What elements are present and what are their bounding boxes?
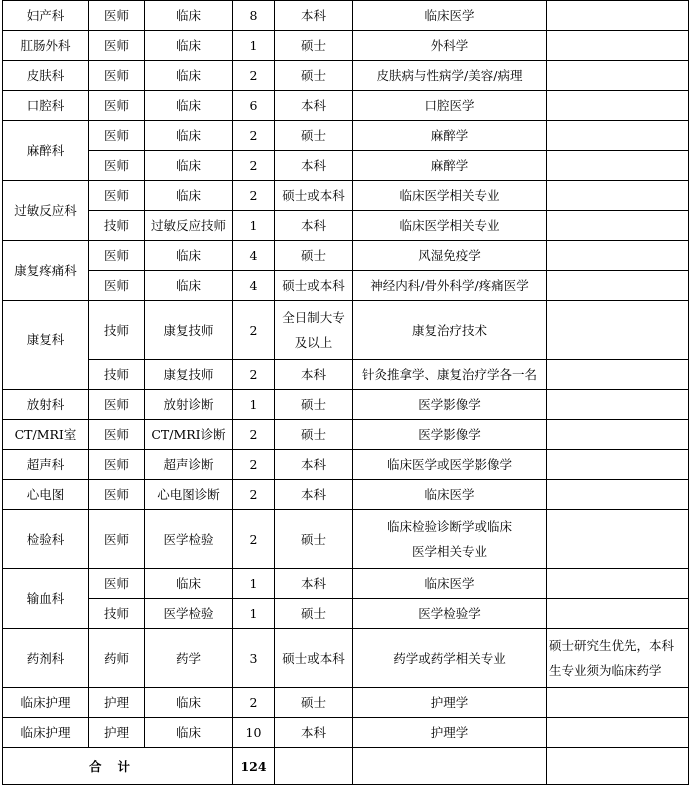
major-cell: 医学影像学: [353, 420, 547, 450]
dept-cell: 麻醉科: [3, 121, 89, 181]
table-row: [3, 91, 689, 121]
table-row: [3, 271, 689, 301]
dept-cell: 检验科: [3, 510, 89, 569]
position-cell: 临床: [145, 718, 233, 748]
note-cell: [547, 450, 689, 480]
table-row: [3, 569, 689, 599]
education-cell: 硕士: [275, 31, 353, 61]
table-row: [3, 629, 689, 688]
count-cell: 2: [233, 450, 275, 480]
type-cell: 药师: [89, 629, 145, 688]
position-cell: 康复技师: [145, 360, 233, 390]
count-cell: 2: [233, 121, 275, 151]
count-cell: 2: [233, 420, 275, 450]
type-cell: 技师: [89, 599, 145, 629]
dept-cell: 输血科: [3, 569, 89, 629]
education-cell: 本科: [275, 151, 353, 181]
education-cell: 本科: [275, 450, 353, 480]
education-cell: 本科: [275, 91, 353, 121]
count-cell: 10: [233, 718, 275, 748]
type-cell: 医师: [89, 121, 145, 151]
education-cell: 本科: [275, 569, 353, 599]
table-row: [3, 420, 689, 450]
count-cell: 4: [233, 271, 275, 301]
type-cell: 医师: [89, 480, 145, 510]
dept-cell: 康复疼痛科: [3, 241, 89, 301]
note-cell: [547, 91, 689, 121]
note-cell: 硕士研究生优先，本科生专业须为临床药学: [547, 629, 689, 688]
dept-cell: 肛肠外科: [3, 31, 89, 61]
position-cell: 临床: [145, 271, 233, 301]
position-cell: 心电图诊断: [145, 480, 233, 510]
education-cell: 本科: [275, 1, 353, 31]
table-row: [3, 480, 689, 510]
position-cell: 临床: [145, 241, 233, 271]
count-cell: 1: [233, 569, 275, 599]
major-cell: 临床医学相关专业: [353, 181, 547, 211]
note-cell: [547, 61, 689, 91]
position-cell: 临床: [145, 181, 233, 211]
position-cell: 临床: [145, 91, 233, 121]
type-cell: 医师: [89, 450, 145, 480]
major-cell: 麻醉学: [353, 121, 547, 151]
note-cell: [547, 569, 689, 599]
dept-cell: 超声科: [3, 450, 89, 480]
education-cell: 硕士: [275, 61, 353, 91]
major-cell: 医学检验学: [353, 599, 547, 629]
table-row: [3, 718, 689, 748]
major-cell: 医学影像学: [353, 390, 547, 420]
major-cell: 护理学: [353, 718, 547, 748]
note-cell: [547, 31, 689, 61]
education-cell: 全日制大专及以上: [275, 301, 353, 360]
education-cell: 硕士或本科: [275, 271, 353, 301]
note-cell: [547, 480, 689, 510]
table-row: [3, 360, 689, 390]
table-row: [3, 301, 689, 360]
table-row: [3, 241, 689, 271]
table-row: [3, 31, 689, 61]
count-cell: 1: [233, 390, 275, 420]
note-cell: [547, 211, 689, 241]
total-value: 124: [233, 748, 275, 785]
type-cell: 医师: [89, 569, 145, 599]
type-cell: 医师: [89, 181, 145, 211]
education-cell: 硕士: [275, 241, 353, 271]
major-cell: 临床医学相关专业: [353, 211, 547, 241]
major-cell: 风湿免疫学: [353, 241, 547, 271]
position-cell: 康复技师: [145, 301, 233, 360]
position-cell: 临床: [145, 61, 233, 91]
position-cell: CT/MRI诊断: [145, 420, 233, 450]
major-cell: 口腔医学: [353, 91, 547, 121]
note-cell: [547, 271, 689, 301]
note-cell: [547, 301, 689, 360]
education-cell: 硕士: [275, 688, 353, 718]
dept-cell: 妇产科: [3, 1, 89, 31]
major-cell: 麻醉学: [353, 151, 547, 181]
type-cell: 医师: [89, 61, 145, 91]
count-cell: 2: [233, 480, 275, 510]
education-cell: 硕士或本科: [275, 629, 353, 688]
type-cell: 医师: [89, 241, 145, 271]
dept-cell: 临床护理: [3, 718, 89, 748]
position-cell: 临床: [145, 121, 233, 151]
empty-cell: [275, 748, 353, 785]
total-label: 合计: [3, 748, 233, 785]
note-cell: [547, 181, 689, 211]
type-cell: 医师: [89, 271, 145, 301]
note-cell: [547, 121, 689, 151]
dept-cell: CT/MRI室: [3, 420, 89, 450]
note-cell: [547, 1, 689, 31]
type-cell: 护理: [89, 688, 145, 718]
count-cell: 2: [233, 688, 275, 718]
empty-cell: [353, 748, 547, 785]
dept-cell: 放射科: [3, 390, 89, 420]
education-cell: 本科: [275, 211, 353, 241]
major-cell: 外科学: [353, 31, 547, 61]
major-cell: 神经内科/骨外科学/疼痛医学: [353, 271, 547, 301]
education-cell: 本科: [275, 360, 353, 390]
education-cell: 硕士: [275, 420, 353, 450]
position-cell: 临床: [145, 151, 233, 181]
dept-cell: 临床护理: [3, 688, 89, 718]
dept-cell: 皮肤科: [3, 61, 89, 91]
dept-cell: 口腔科: [3, 91, 89, 121]
note-cell: [547, 420, 689, 450]
type-cell: 医师: [89, 151, 145, 181]
dept-cell: 康复科: [3, 301, 89, 390]
education-cell: 硕士: [275, 121, 353, 151]
count-cell: 2: [233, 61, 275, 91]
major-cell: 临床医学或医学影像学: [353, 450, 547, 480]
education-cell: 本科: [275, 480, 353, 510]
note-cell: [547, 688, 689, 718]
table-row: [3, 510, 689, 569]
count-cell: 2: [233, 151, 275, 181]
type-cell: 医师: [89, 390, 145, 420]
position-cell: 药学: [145, 629, 233, 688]
position-cell: 放射诊断: [145, 390, 233, 420]
major-cell: 临床医学: [353, 480, 547, 510]
position-cell: 过敏反应技师: [145, 211, 233, 241]
recruitment-table: [2, 0, 689, 785]
type-cell: 技师: [89, 360, 145, 390]
table-row: [3, 121, 689, 151]
position-cell: 医学检验: [145, 599, 233, 629]
note-cell: [547, 241, 689, 271]
type-cell: 技师: [89, 301, 145, 360]
table-row: [3, 61, 689, 91]
note-cell: [547, 599, 689, 629]
count-cell: 1: [233, 599, 275, 629]
count-cell: 4: [233, 241, 275, 271]
education-cell: 本科: [275, 718, 353, 748]
count-cell: 2: [233, 360, 275, 390]
dept-cell: 过敏反应科: [3, 181, 89, 241]
position-cell: 超声诊断: [145, 450, 233, 480]
note-cell: [547, 360, 689, 390]
count-cell: 1: [233, 211, 275, 241]
type-cell: 医师: [89, 31, 145, 61]
major-cell: 临床检验诊断学或临床医学相关专业: [353, 510, 547, 569]
type-cell: 医师: [89, 1, 145, 31]
major-cell: 临床医学: [353, 569, 547, 599]
position-cell: 医学检验: [145, 510, 233, 569]
education-cell: 硕士: [275, 390, 353, 420]
note-cell: [547, 718, 689, 748]
count-cell: 2: [233, 181, 275, 211]
position-cell: 临床: [145, 1, 233, 31]
dept-cell: 药剂科: [3, 629, 89, 688]
empty-cell: [547, 748, 689, 785]
table-row: [3, 599, 689, 629]
education-cell: 硕士: [275, 599, 353, 629]
table-row: [3, 151, 689, 181]
education-cell: 硕士: [275, 510, 353, 569]
major-cell: 临床医学: [353, 1, 547, 31]
major-cell: 药学或药学相关专业: [353, 629, 547, 688]
major-cell: 针灸推拿学、康复治疗学各一名: [353, 360, 547, 390]
note-cell: [547, 510, 689, 569]
count-cell: 2: [233, 510, 275, 569]
type-cell: 医师: [89, 420, 145, 450]
type-cell: 医师: [89, 91, 145, 121]
total-row: [3, 748, 689, 785]
note-cell: [547, 390, 689, 420]
position-cell: 临床: [145, 569, 233, 599]
type-cell: 技师: [89, 211, 145, 241]
count-cell: 1: [233, 31, 275, 61]
type-cell: 护理: [89, 718, 145, 748]
table-row: [3, 1, 689, 31]
major-cell: 皮肤病与性病学/美容/病理: [353, 61, 547, 91]
table-row: [3, 181, 689, 211]
major-cell: 康复治疗技术: [353, 301, 547, 360]
education-cell: 硕士或本科: [275, 181, 353, 211]
count-cell: 8: [233, 1, 275, 31]
table-row: [3, 688, 689, 718]
count-cell: 2: [233, 301, 275, 360]
table-row: [3, 450, 689, 480]
count-cell: 6: [233, 91, 275, 121]
count-cell: 3: [233, 629, 275, 688]
note-cell: [547, 151, 689, 181]
table-row: [3, 211, 689, 241]
dept-cell: 心电图: [3, 480, 89, 510]
position-cell: 临床: [145, 31, 233, 61]
position-cell: 临床: [145, 688, 233, 718]
type-cell: 医师: [89, 510, 145, 569]
table-row: [3, 390, 689, 420]
major-cell: 护理学: [353, 688, 547, 718]
